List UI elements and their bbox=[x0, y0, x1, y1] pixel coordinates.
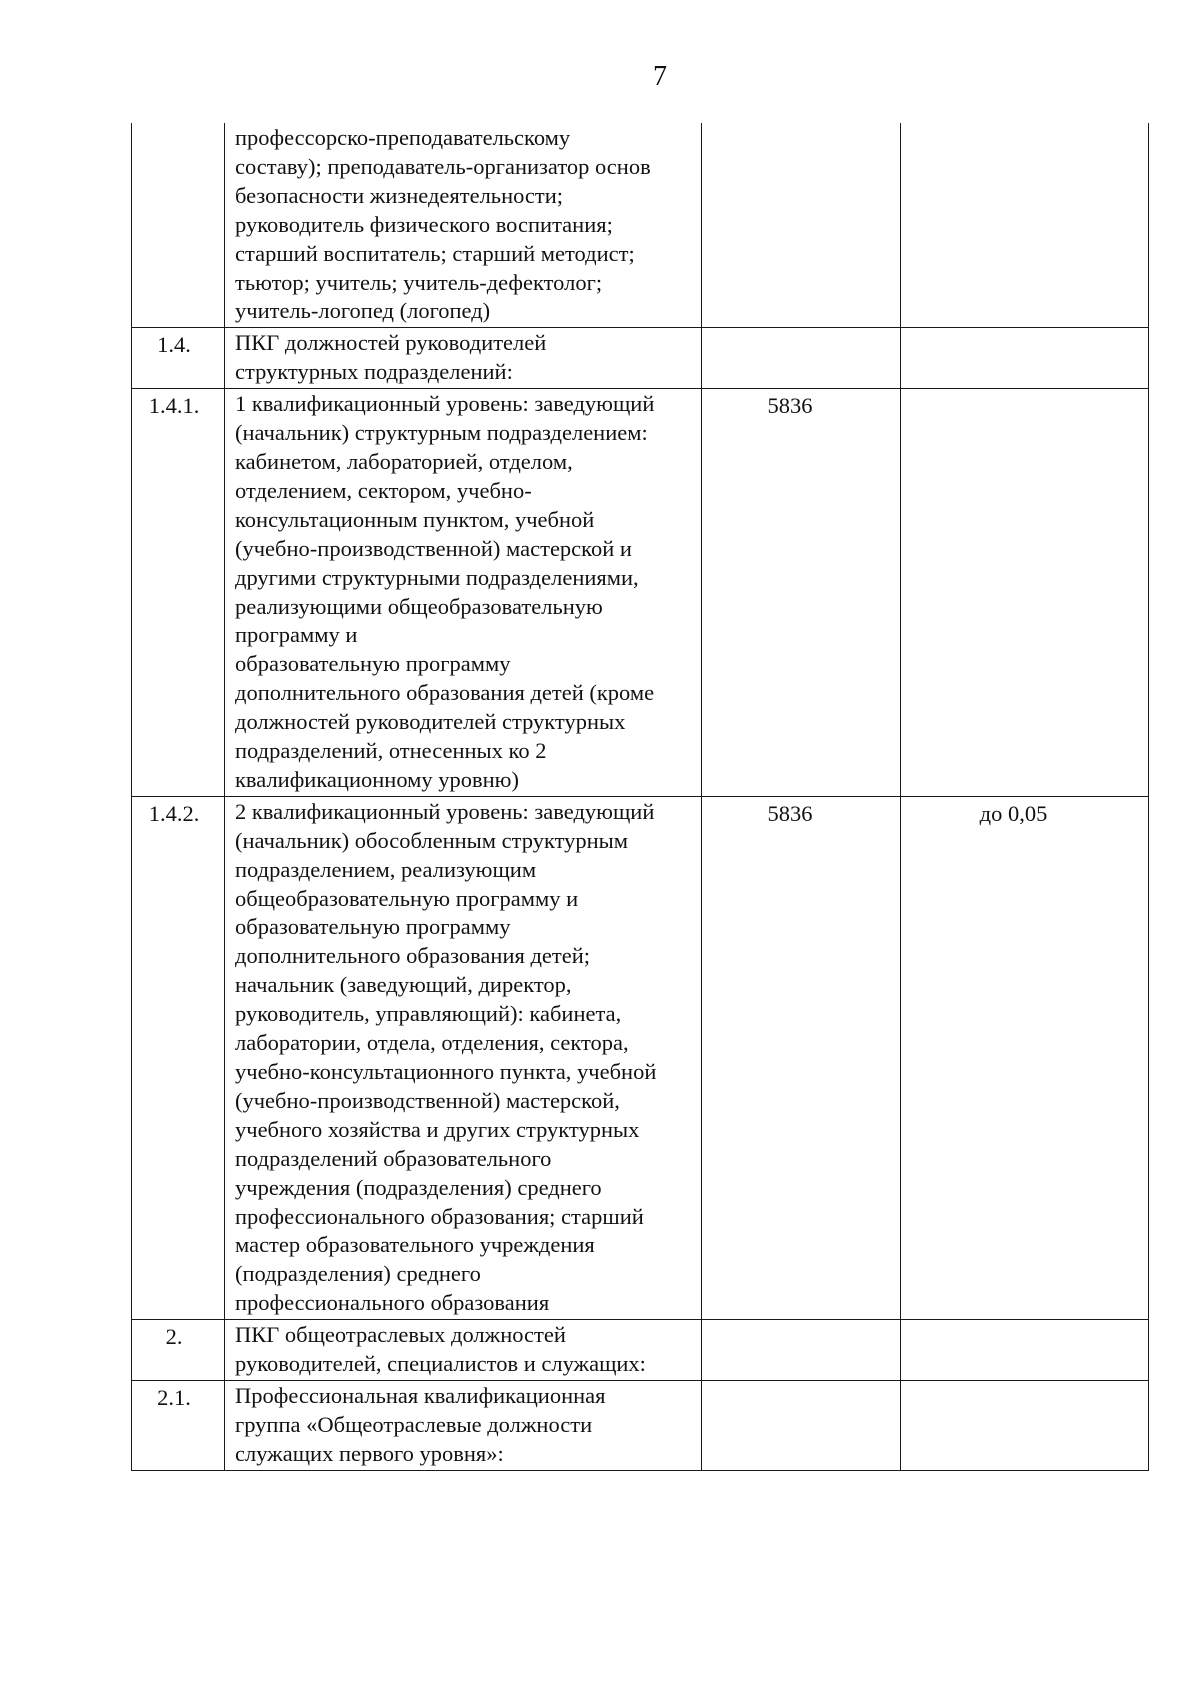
position-description: Профессиональная квалификационная группа «Общеотраслевые должности служащих первого уровня»: bbox=[235, 1382, 606, 1466]
coefficient-cell bbox=[901, 123, 1149, 328]
coefficient-cell bbox=[901, 328, 1149, 389]
row-number-cell bbox=[132, 389, 225, 797]
row-number-cell bbox=[132, 796, 225, 1319]
row-number-cell bbox=[132, 328, 225, 389]
salary-table bbox=[131, 123, 1149, 1471]
row-number: 1.4.2. bbox=[148, 800, 200, 826]
row-number: 2.1. bbox=[157, 1384, 191, 1410]
position-description: ПКГ должностей руководителей структурных подразделений: bbox=[235, 330, 547, 385]
position-description: профессорско-преподавательскому составу); преподаватель-организатор основ безопасности жизнедеятельности; руководитель физического воспитания; старший воспитатель; старший методист; тьютор; учитель; учитель-дефектолог; учитель-логопед (логопед) bbox=[235, 125, 651, 324]
salary-cell bbox=[702, 328, 901, 389]
salary-cell bbox=[702, 389, 901, 797]
table-row bbox=[132, 796, 1149, 1319]
position-description-cell bbox=[225, 389, 702, 797]
position-description-cell bbox=[225, 1320, 702, 1381]
salary-value: 5836 bbox=[767, 393, 813, 419]
position-description-cell bbox=[225, 796, 702, 1319]
page-number: 7 bbox=[653, 61, 667, 92]
position-description-cell bbox=[225, 123, 702, 328]
coefficient-cell bbox=[901, 1380, 1149, 1470]
coefficient-cell bbox=[901, 389, 1149, 797]
row-number-cell bbox=[132, 1320, 225, 1381]
position-description-cell bbox=[225, 328, 702, 389]
position-description-cell bbox=[225, 1380, 702, 1470]
table-row bbox=[132, 123, 1149, 328]
position-description: 2 квалификационный уровень: заведующий (начальник) обособленным структурным подразделением, реализующим общеобразовательную программу и образовательную программу дополнительного образования детей; начальник (заведующий, директор, руководитель, управляющий): кабинета, лаборатории, отдела, отделения, сектора, учебно-консультационного пункта, учебной (учебно-производственной) мастерской, учебного хозяйства и других структурных подразделений образовательного учреждения (подразделения) среднего профессионального образования; старший мастер образовательного учреждения (подразделения) среднего профессионального образования bbox=[235, 798, 657, 1316]
salary-cell bbox=[702, 1320, 901, 1381]
coefficient-value: до 0,05 bbox=[979, 800, 1048, 826]
table-row bbox=[132, 328, 1149, 389]
table-row bbox=[132, 1380, 1149, 1470]
row-number: 1.4.1. bbox=[148, 393, 200, 419]
row-number-cell bbox=[132, 1380, 225, 1470]
row-number: 2. bbox=[165, 1324, 183, 1350]
salary-cell bbox=[702, 1380, 901, 1470]
position-description: ПКГ общеотраслевых должностей руководителей, специалистов и служащих: bbox=[235, 1322, 646, 1377]
coefficient-cell bbox=[901, 1320, 1149, 1381]
row-number: 1.4. bbox=[157, 332, 191, 358]
table-row bbox=[132, 1320, 1149, 1381]
salary-cell bbox=[702, 796, 901, 1319]
coefficient-cell bbox=[901, 796, 1149, 1319]
salary-cell bbox=[702, 123, 901, 328]
salary-value: 5836 bbox=[767, 800, 813, 826]
row-number-cell bbox=[132, 123, 225, 328]
table-row bbox=[132, 389, 1149, 797]
position-description: 1 квалификационный уровень: заведующий (начальник) структурным подразделением: кабинетом, лабораторией, отделом, отделением, сектором, учебно- консультационным пунктом, учебной (учебно-производственной) мастерской и другими структурными подразделениями, реализующими общеобразовательную программу и образовательную программу дополнительного образования детей (кроме должностей руководителей структурных подразделений, отнесенных ко 2 квалификационному уровню) bbox=[235, 391, 655, 792]
